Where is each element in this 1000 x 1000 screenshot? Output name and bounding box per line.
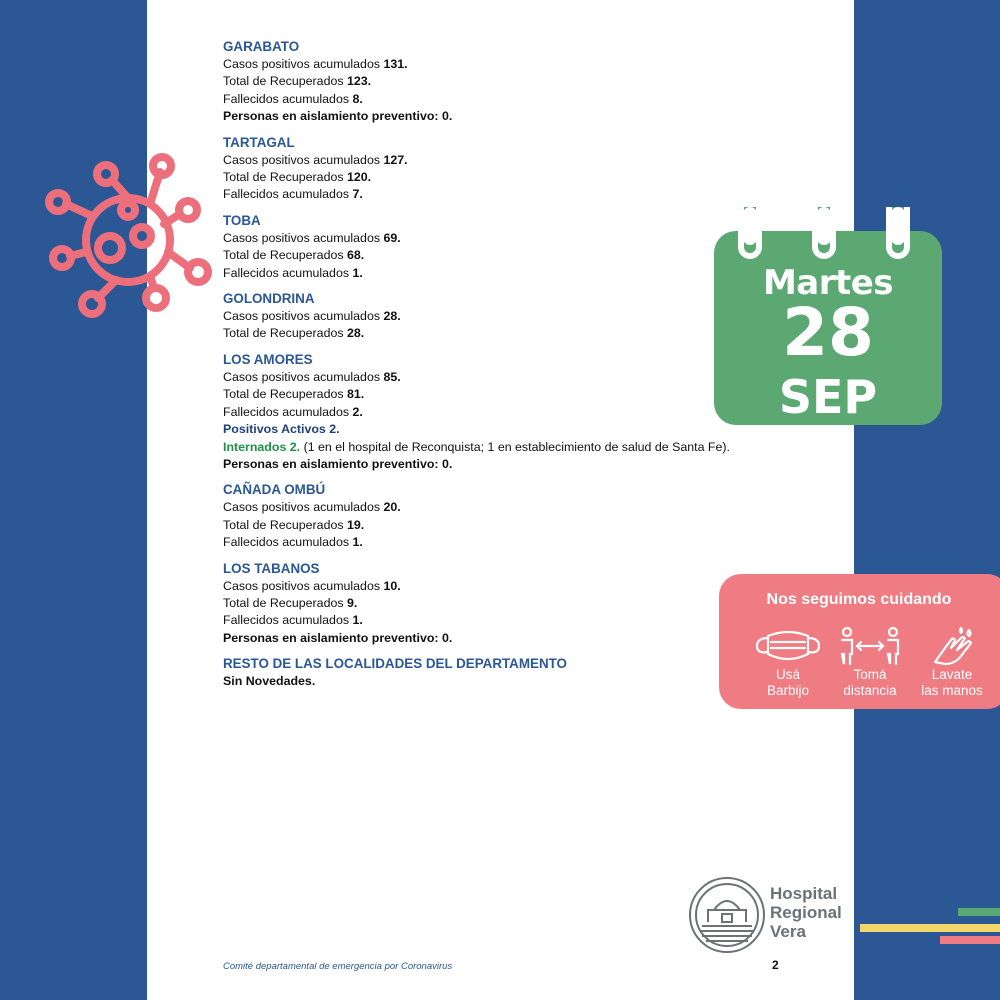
yellow-stripe bbox=[860, 924, 1000, 932]
stat-line: Total de Recuperados 68. bbox=[223, 248, 365, 263]
care-label: Usá bbox=[775, 667, 800, 682]
prevention-title: Nos seguimos cuidando bbox=[766, 591, 952, 608]
stat-line: Total de Recuperados 123. bbox=[223, 74, 372, 89]
left-blue-band bbox=[0, 0, 147, 1000]
mask-icon bbox=[753, 626, 823, 666]
section-title: TOBA bbox=[223, 212, 261, 228]
stat-line: Sin Novedades. bbox=[223, 674, 316, 689]
stat-line: Total de Recuperados 28. bbox=[223, 326, 365, 341]
prevention-card bbox=[719, 574, 1000, 709]
section-title: LOS TABANOS bbox=[223, 560, 320, 576]
stat-line: Fallecidos acumulados 7. bbox=[223, 187, 363, 202]
hospital-name: Hospital Regional Vera bbox=[770, 884, 842, 941]
calendar-ring-notch bbox=[743, 207, 757, 245]
stat-line: Total de Recuperados 81. bbox=[223, 387, 365, 402]
section-title: CAÑADA OMBÚ bbox=[223, 482, 326, 498]
stat-line: Casos positivos acumulados 85. bbox=[223, 369, 401, 384]
stat-line: Total de Recuperados 9. bbox=[223, 595, 358, 610]
section-title: TARTAGAL bbox=[223, 134, 295, 150]
section-tartagal bbox=[223, 134, 843, 204]
calendar-day-number: 28 bbox=[782, 294, 874, 371]
stat-line: Personas en aislamiento preventivo: 0. bbox=[223, 456, 453, 471]
care-item-mask bbox=[747, 626, 829, 698]
page-number: 2 bbox=[772, 958, 779, 972]
section-title: GARABATO bbox=[223, 39, 300, 54]
calendar-month: SEP bbox=[778, 370, 878, 424]
stat-line: Personas en aislamiento preventivo: 0. bbox=[223, 630, 453, 645]
distance-icon bbox=[835, 626, 905, 666]
stat-line: Fallecidos acumulados 1. bbox=[223, 613, 363, 628]
stat-line: Casos positivos acumulados 69. bbox=[223, 230, 401, 245]
right-blue-band bbox=[854, 0, 1000, 1000]
stat-line: Total de Recuperados 120. bbox=[223, 170, 372, 185]
hospitalized-line: Internados 2. (1 en el hospital de Reconquista; 1 en establecimiento de salud de Santa Fe). bbox=[223, 439, 730, 454]
green-stripe bbox=[958, 908, 1000, 916]
stat-line: Casos positivos acumulados 10. bbox=[223, 578, 401, 593]
calendar-ring-notch bbox=[891, 207, 905, 245]
section-title: RESTO DE LAS LOCALIDADES DEL DEPARTAMENTO bbox=[223, 656, 567, 672]
calendar-ring-notch bbox=[817, 207, 831, 245]
section-title: GOLONDRINA bbox=[223, 291, 315, 307]
date-calendar bbox=[714, 207, 942, 425]
stat-line: Total de Recuperados 19. bbox=[223, 517, 365, 532]
stat-line: Fallecidos acumulados 1. bbox=[223, 265, 363, 280]
stat-line: Fallecidos acumulados 2. bbox=[223, 404, 363, 419]
care-label: las manos bbox=[921, 683, 983, 698]
care-item-handwash bbox=[911, 626, 993, 698]
stat-line: Casos positivos acumulados 127. bbox=[223, 152, 408, 167]
handwash-icon bbox=[917, 626, 987, 666]
stat-line: Casos positivos acumulados 131. bbox=[223, 57, 408, 71]
section-title: LOS AMORES bbox=[223, 351, 313, 367]
section-garabato bbox=[223, 38, 843, 126]
hospital-building-icon bbox=[688, 870, 766, 960]
care-label: Lavate bbox=[931, 667, 973, 682]
active-cases-line: Positivos Activos 2. bbox=[223, 422, 340, 437]
care-label: distancia bbox=[843, 683, 897, 698]
stat-line: Personas en aislamiento preventivo: 0. bbox=[223, 109, 453, 124]
stat-line: Casos positivos acumulados 20. bbox=[223, 500, 401, 515]
stat-line: Fallecidos acumulados 1. bbox=[223, 535, 363, 550]
care-label: Tomá bbox=[853, 667, 887, 682]
care-label: Barbijo bbox=[766, 683, 810, 698]
pink-stripe bbox=[940, 936, 1000, 944]
footer-caption: Comité departamental de emergencia por Coronavirus bbox=[223, 961, 453, 972]
section-canada-ombu bbox=[223, 481, 843, 551]
virus-icon bbox=[40, 152, 215, 327]
stat-line: Casos positivos acumulados 28. bbox=[223, 309, 401, 324]
hospital-logo bbox=[688, 870, 858, 960]
care-item-distance bbox=[829, 626, 911, 698]
stat-line: Fallecidos acumulados 8. bbox=[223, 91, 363, 106]
calendar-weekday: Martes bbox=[762, 263, 894, 303]
